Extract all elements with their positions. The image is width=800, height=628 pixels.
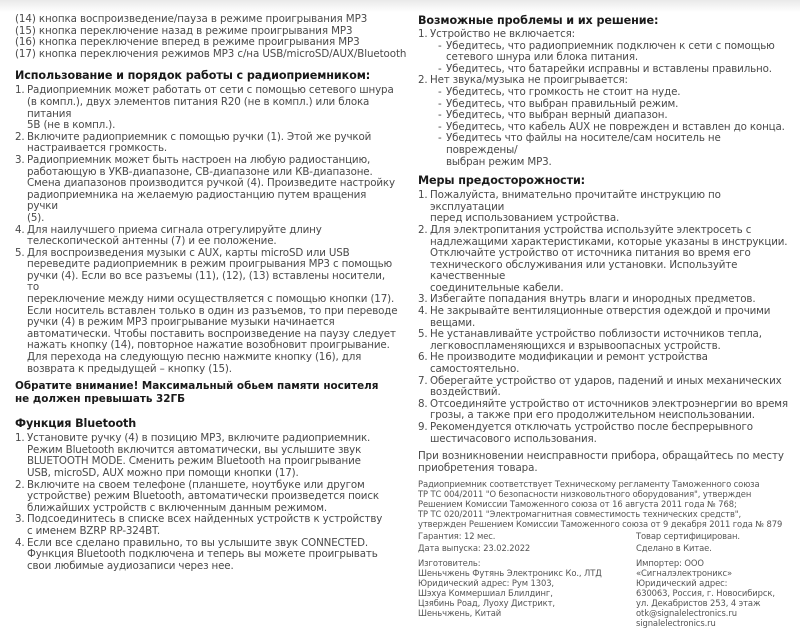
solution-line: Убедитесь, что громкость не стоит на нуде. <box>446 85 681 98</box>
item-line: свои любимые аудиозаписи через нее. <box>27 559 234 572</box>
importer-line: 630063, Россия, г. Новосибирск, <box>636 588 775 599</box>
precautions-heading: Меры предосторожности: <box>418 174 586 188</box>
memory-warning <box>15 380 400 405</box>
item-line: работающую в УКВ-диапазоне, СВ-диапазоне или КВ-диапазоне. <box>27 165 373 178</box>
item-number: 2. <box>15 478 25 491</box>
right-column <box>418 14 790 628</box>
usage-item <box>15 132 400 155</box>
item-line: Функция Bluetooth подключена и теперь вы можете проигрывать <box>27 548 378 561</box>
item-number: 5. <box>15 246 25 259</box>
item-line: легковоспламеняющихся и взрывоопасных устройств. <box>430 339 721 352</box>
problems-heading: Возможные проблемы и их решение: <box>418 14 659 27</box>
item-number: 1. <box>15 432 25 445</box>
item-line: соединительные кабели. <box>430 281 564 294</box>
problem-item <box>418 75 790 168</box>
item-line: Включите радиоприемник с помощью ручки (1). Этой же ручкой <box>27 130 372 143</box>
solution: - Убедитесь что файлы на носителе/сам носитель не повреждены/ выбран режим MP3. <box>430 133 790 168</box>
item-line: воздействий. <box>430 386 501 399</box>
legend-line: (17) кнопка переключения режимов MP3 с/на USB/microSD/AUX/Bluetooth <box>15 47 407 60</box>
solution-line: Убедитесь, что батарейки исправны и вставлены правильно. <box>446 62 772 75</box>
problems-list <box>418 29 790 168</box>
info-block <box>418 531 790 553</box>
item-number: 2. <box>418 74 428 87</box>
importer-email: otk@signalelectronics.ru <box>636 608 737 619</box>
solution-line: Убедитесь, что радиоприемник подключен к сети с помощью <box>446 39 775 52</box>
item-number: 1. <box>15 84 25 97</box>
item-number: 4. <box>15 223 25 236</box>
item-line: Для воспроизведения музыки с AUX, карты microSD или USB <box>27 246 350 259</box>
item-number: 9. <box>418 421 428 433</box>
item-line: шестичасового использования. <box>430 432 597 445</box>
bluetooth-item <box>15 480 400 515</box>
item-line: 5В (не в компл.). <box>27 119 116 132</box>
solution-line: выбран режим MP3. <box>446 155 552 168</box>
compliance-block <box>418 479 790 529</box>
item-line: (5). <box>27 211 45 224</box>
item-number: 7. <box>418 374 428 387</box>
compliance-line: ТР ТС 020/2011 "Электромагнитная совместимость технических средств", <box>418 509 742 520</box>
manufacturer-line: Шэхуа Коммершиал Блилдинг, <box>418 588 553 599</box>
solution: - Убедитесь, что кабель AUX не поврежден и вставлен до конца. <box>438 120 785 133</box>
usage-item <box>15 248 400 376</box>
solution-line: Убедитесь, что кабель AUX не поврежден и вставлен до конца. <box>446 120 785 133</box>
item-line: Оберегайте устройство от ударов, падений и иных механических <box>430 374 782 387</box>
solution-line: Убедитесь, что выбран правильный режим. <box>446 97 679 110</box>
legend-line: (15) кнопка переключение назад в режиме проигрывания MP3 <box>15 24 353 37</box>
item-line: с именем BZRP RP-324BT. <box>27 524 161 537</box>
item-number: 4. <box>418 305 428 318</box>
item-line: ручки (4). Если во все разъемы (11), (12), (13) вставлены носители, то <box>27 269 385 294</box>
item-line: Рекомендуется отключать устройство после беспрерывного <box>430 421 753 433</box>
solution: - Убедитесь, что выбран правильный режим. <box>438 97 679 110</box>
item-line: устройстве) режим Bluetooth, автоматически произведется поиск <box>27 490 379 503</box>
usage-item <box>15 155 400 225</box>
warning-line: Обратите внимание! Максимальный обьем памяти носителя <box>15 380 379 393</box>
manufacturer-line: Шеньчжень Футянь Электроникс Ко., ЛТД <box>418 568 602 579</box>
item-number: 6. <box>418 351 428 364</box>
left-column <box>15 13 407 572</box>
item-line: телескопической антенны (7) и ее положение. <box>27 235 277 248</box>
importer-line: Юридический адрес: <box>636 578 728 589</box>
item-number: 3. <box>15 153 25 166</box>
compliance-line: утвержден Решением Комиссии Таможенного союза от 9 декабря 2011 года № 879 <box>418 519 783 530</box>
release-date: Дата выпуска: 23.02.2022 <box>418 543 531 554</box>
precaution-item <box>418 225 790 295</box>
solution-line: Убедитесь что файлы на носителе/сам носитель не повреждены/ <box>446 132 721 156</box>
bluetooth-item <box>15 514 400 537</box>
item-line: Радиоприемник может быть настроен на любую радиостанцию, <box>27 153 371 166</box>
importer-line: ул. Декабристов 253, 4 этаж <box>636 598 761 609</box>
item-line: надлежащими характеристиками, которые указаны в инструкции. <box>430 235 788 248</box>
warranty: Гарантия: 12 мес. <box>418 531 496 542</box>
item-number: 5. <box>418 328 428 341</box>
precaution-item <box>418 352 790 375</box>
precaution-item <box>418 329 790 352</box>
buttons-legend <box>15 13 407 60</box>
precaution-item <box>418 306 790 329</box>
compliance-line: Радиоприемник соответствует Техническому регламенту Таможенного союза <box>418 479 760 490</box>
certified: Товар сертифицирован. <box>636 531 740 542</box>
item-line: ручки (4) в режим MP3 проигрывание музыки начинается <box>27 316 335 329</box>
item-number: 2. <box>418 223 428 236</box>
service-line: приобретения товара. <box>418 461 538 474</box>
service-line: При возникновении неисправности прибора, обращайтесь по месту <box>418 450 784 463</box>
importer-line: Импортер: ООО «Сигналэлектроникс» <box>636 558 733 579</box>
manufacturer-line: Шеньчжень, Китай <box>418 608 502 619</box>
item-number: 1. <box>418 28 428 40</box>
item-line: настраивается громкость. <box>27 142 168 155</box>
item-line: Если носитель вставлен только в один из разъемов, то при переводе <box>27 304 398 317</box>
solution-line: Убедитесь, что выбран верный диапазон. <box>446 109 668 122</box>
bluetooth-heading: Функция Bluetooth <box>15 417 137 431</box>
warning-line: не должен превышать 32ГБ <box>15 392 186 405</box>
manufacturer-line: Цзябинь Роад, Луоху Дистрикт, <box>418 598 555 609</box>
precautions-list <box>418 190 790 445</box>
item-line: Пожалуйста, внимательно прочитайте инструкцию по эксплуатации <box>430 189 721 213</box>
item-number: 1. <box>418 189 428 202</box>
item-line: Для электропитания устройства используйте электросеть с <box>430 223 752 236</box>
item-line: грозы, а также при его продолжительном неиспользовании. <box>430 409 755 422</box>
item-line: Не устанавливайте устройство поблизости источников тепла, <box>430 328 762 341</box>
legend-line: (16) кнопка переключение вперед в режиме проигрывания MP3 <box>15 36 360 49</box>
item-line: Если все сделано правильно, то вы услышите звук CONNECTED. <box>27 536 368 549</box>
item-number: 2. <box>15 130 25 143</box>
precaution-item <box>418 190 790 225</box>
compliance-line: Решением Комиссии Таможенного союза от 16 августа 2011 года № 768; <box>418 499 737 510</box>
contacts-block <box>418 558 790 628</box>
item-line: возврата к предыдущей – кнопку (15). <box>27 362 232 375</box>
top-shadow <box>0 0 800 12</box>
item-line: переключение между ними осуществляется с помощью кнопки (17). <box>27 293 395 306</box>
item-line: Режим Bluetooth включится автоматически, вы услышите звук <box>27 443 362 456</box>
usage-heading: Использование и порядок работы с радиоприемником: <box>15 69 371 83</box>
item-line: Избегайте попадания внутрь влаги и инородных предметов. <box>430 293 756 306</box>
manufacturer-line: Юридический адрес: Рум 1303, <box>418 578 554 589</box>
item-number: 8. <box>418 397 428 410</box>
item-line: Установите ручку (4) в позицию MP3, включите радиоприемник. <box>27 432 371 445</box>
item-line: автоматически. Чтобы поставить воспроизведение на паузу следует <box>27 327 396 340</box>
item-line: Включите на своем телефоне (планшете, ноутбуке или другом <box>27 478 365 491</box>
item-number: 3. <box>418 293 428 306</box>
item-line: радиоприемника на желаемую радиостанцию путем вращения ручки <box>27 188 367 213</box>
solution-line: сетевого шнура или блока питания. <box>446 51 638 64</box>
item-line: Смена диапазонов производится ручкой (4). Произведите настройку <box>27 177 395 190</box>
precaution-item <box>418 399 790 422</box>
item-line: нажать кнопку (14), повторное нажатие возобновит проигрывание. <box>27 339 390 352</box>
item-line: USB, microSD, AUX можно при помощи кнопки (17). <box>27 467 299 479</box>
precaution-item <box>418 376 790 399</box>
usage-item <box>15 85 400 131</box>
service-note <box>418 451 790 474</box>
solution: - Убедитесь, что выбран верный диапазон. <box>438 109 668 122</box>
item-line: ближайших устройств с включенным данным режимом. <box>27 501 328 514</box>
item-line: Отключайте устройство от источника питания во время его <box>430 247 751 260</box>
item-line: Для наилучшего приема сигнала отрегулируйте длину <box>27 223 322 236</box>
manufacturer-line: Изготовитель: <box>418 558 481 569</box>
precaution-item <box>418 422 790 445</box>
item-line: Не производите модификации и ремонт устройства самостоятельно. <box>430 351 708 376</box>
bluetooth-list <box>15 433 400 572</box>
item-number: 3. <box>15 513 25 526</box>
compliance-line: ТР ТС 004/2011 "О безопасности низковольтного оборудования", утвержден <box>418 489 752 500</box>
item-line: перед использованием устройства. <box>430 212 620 225</box>
importer-website: signalelectronics.ru <box>636 618 716 628</box>
item-line: Не закрывайте вентиляционные отверстия одеждой и прочими вещами. <box>430 305 771 329</box>
item-line: Радиоприемник может работать от сети с помощью сетевого шнура <box>27 84 394 97</box>
usage-list <box>15 85 400 375</box>
item-line: переведите радиоприемник в режим проигрывания MP3 с помощью <box>27 258 393 271</box>
item-line: Для перехода на следующую песню нажмите кнопку (16), для <box>27 351 362 364</box>
manufacturer <box>418 558 636 628</box>
item-line: BLUETOOTH MODE. Сменить режим Bluetooth на проигрывание <box>27 455 361 468</box>
bluetooth-item <box>15 538 400 573</box>
solution: - Убедитесь, что громкость не стоит на нуде. <box>438 85 681 98</box>
problem-label: Нет звука/музыка не проигрывается: <box>430 74 628 87</box>
importer <box>636 558 796 628</box>
item-line: (в компл.), двух элементов питания R20 (не в компл.) или блока питания <box>27 95 370 120</box>
problem-item <box>418 29 790 75</box>
item-line: технического обслуживания или установки. Используйте качественные <box>430 258 738 283</box>
item-line: Подсоединитесь в списке всех найденных устройств к устройству <box>27 513 383 526</box>
made-in: Сделано в Китае. <box>636 543 712 554</box>
problem-label: Устройство не включается: <box>430 28 575 40</box>
solution: - Убедитесь, что батарейки исправны и вставлены правильно. <box>438 62 772 75</box>
legend-line: (14) кнопка воспроизведение/пауза в режиме проигрывания MP3 <box>15 13 368 25</box>
usage-item <box>15 225 400 248</box>
item-number: 4. <box>15 536 25 549</box>
bluetooth-item <box>15 433 400 479</box>
solution: - Убедитесь, что радиоприемник подключен к сети с помощью сетевого шнура или блока питания. <box>438 39 775 64</box>
item-line: Отсоединяйте устройство от источников электроэнергии во время <box>430 397 788 410</box>
